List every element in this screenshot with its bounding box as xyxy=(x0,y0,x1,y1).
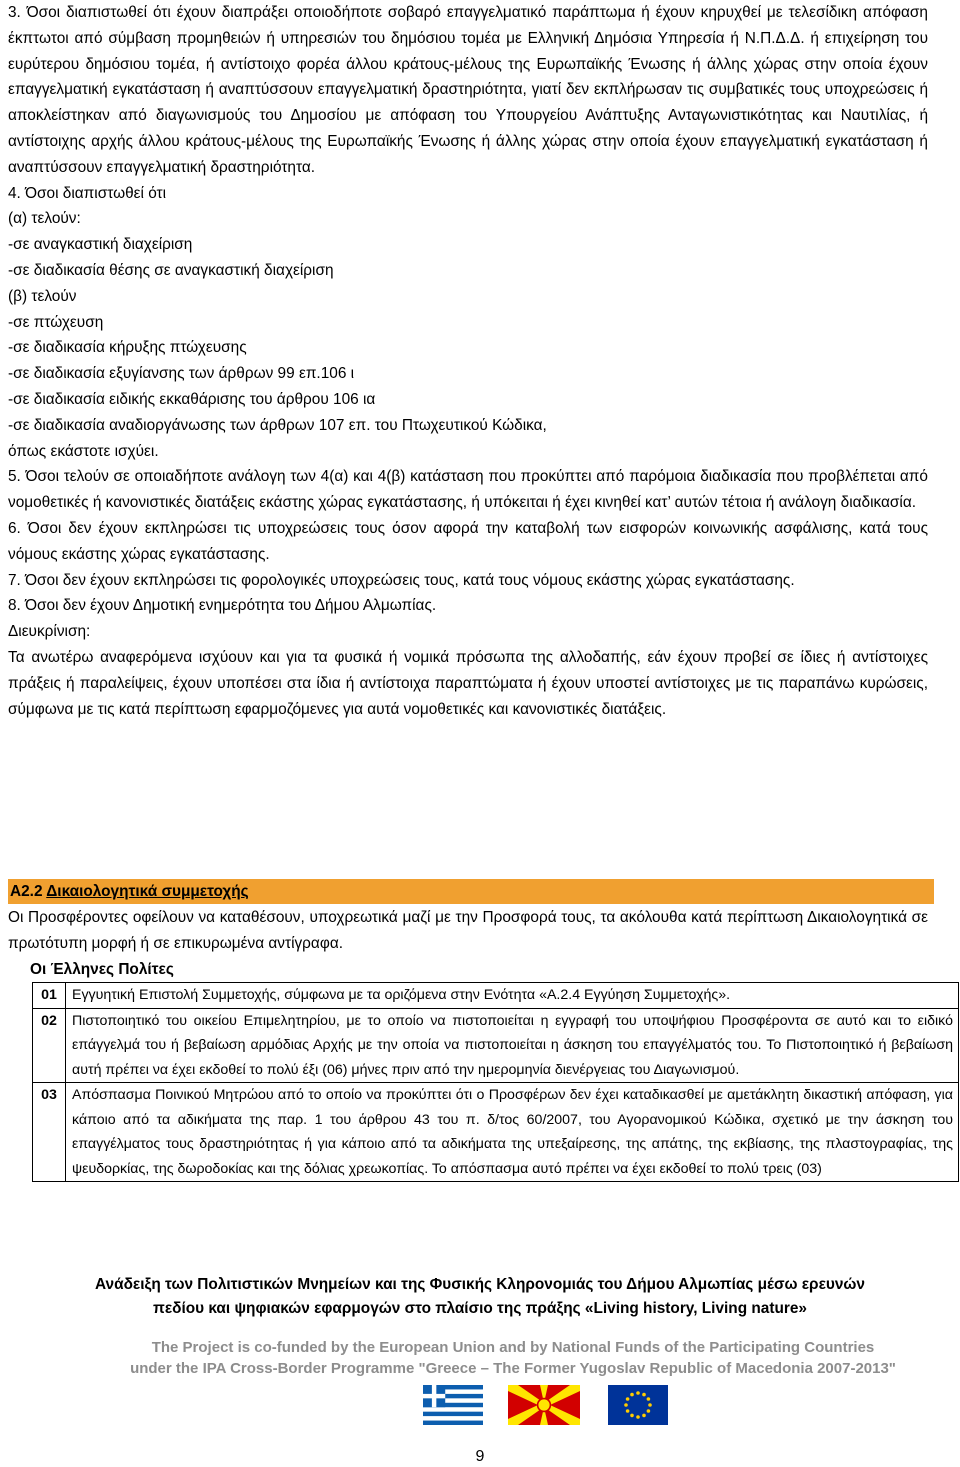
row-description: Εγγυητική Επιστολή Συμμετοχής, σύμφωνα με τα οριζόμενα στην Ενότητα «Α.2.4 Εγγύηση Συμμετοχής». xyxy=(66,983,959,1009)
page-number: 9 xyxy=(475,1448,485,1465)
para4-line: (β) τελούν xyxy=(8,287,77,305)
para4-line: -σε διαδικασία εξυγίανσης των άρθρων 99 επ.106 ι xyxy=(8,365,355,383)
para4-line: (α) τελούν: xyxy=(8,210,81,228)
table-row xyxy=(33,1083,959,1182)
paragraph-3: 3. Όσοι διαπιστωθεί ότι έχουν διαπράξει οποιοδήποτε σοβαρό επαγγελματικό παράπτωμα ή έχουν κηρυχθεί με τελεσίδικη απόφαση έκπτωτοι από σύμβαση προμηθειών ή υπηρεσιών του δημόσιου τομέα με Ελληνική Δημόσια Υπηρεσία ή Ν.Π.Δ.Δ. ή επιχείρηση του ευρύτερου δημόσιου τομέα, ή αντίστοιχο φορέα άλλου κράτους-μέλους της Ευρωπαϊκής Ένωσης ή άλλης χώρας στην οποία έχουν επαγγελματική εγκατάσταση ή αναπτύσσουν επαγγελματική δραστηριότητα, γιατί δεν εκπλήρωσαν τις συμβατικές τους υποχρεώσεις ή αποκλείστηκαν από διαγωνισμούς του Δημοσίου με απόφαση του Υπουργείου Ανάπτυξης Ανταγωνιστικότητας και Ναυτιλίας, ή αντίστοιχης αρχής άλλου κράτους-μέλους της Ευρωπαϊκής Ένωσης ή άλλης χώρας στην οποία έχουν επαγγελματική εγκατάσταση ή αναπτύσσουν επαγγελματική δραστηριότητα. xyxy=(8,4,928,176)
para4-line: -σε διαδικασία ειδικής εκκαθάρισης του άρθρου 106 ια xyxy=(8,390,376,408)
table-row xyxy=(33,983,959,1009)
section-intro: Οι Προσφέροντες οφείλουν να καταθέσουν, υποχρεωτικά μαζί με την Προσφορά τους, τα ακόλουθα κατά περίπτωση Δικαιολογητικά σε πρωτότυπη μορφή ή σε επικυρωμένα αντίγραφα. xyxy=(8,909,928,952)
footer-project-title xyxy=(40,1273,920,1321)
section-heading-highlight xyxy=(8,879,934,904)
para4-line: -σε αναγκαστική διαχείριση xyxy=(8,236,193,254)
footer-title-line: πεδίου και ψηφιακών εφαρμογών στο πλαίσιο της πράξης «Living history, Living nature» xyxy=(153,1300,807,1317)
funding-banner-text xyxy=(128,1337,898,1379)
paragraph-6: 6. Όσοι δεν έχουν εκπληρώσει τις υποχρεώσεις τους όσον αφορά την καταβολή των εισφορών κοινωνικής ασφάλισης, κατά τους νόμους εκάστης χώρας εγκατάστασης. xyxy=(8,519,928,563)
para4-line: -σε πτώχευση xyxy=(8,313,104,331)
eu-flag-icon xyxy=(608,1385,668,1425)
row-description: Απόσπασμα Ποινικού Μητρώου από το οποίο να προκύπτει ότι ο Προσφέρων δεν έχει καταδικασθεί με αμετάκλητη δικαστική απόφαση, για κάποιο από τα αδικήματα της παρ. 1 του άρθρου 43 του π. δ/τος 60/2007, του Αγορανομικού Κώδικα, σχετικό με την άσκηση του επαγγέλματος τους δραστηριότητας ή για κάποιο από τα αδικήματα της υπεξαίρεσης, της απάτης, της εκβίασης, της πλαστογραφίας, της ψευδορκίας, της δωροδοκίας και της δόλιας χρεωκοπίας. Το απόσπασμα αυτό πρέπει να έχει εκδοθεί το πολύ τρεις (03) xyxy=(66,1083,959,1182)
section-title: Δικαιολογητικά συμμετοχής xyxy=(46,883,249,900)
para4-line: -σε διαδικασία αναδιοργάνωσης των άρθρων 107 επ. του Πτωχευτικού Κώδικα, xyxy=(8,416,547,434)
banner-line: under the IPA Cross-Border Programme "Greece – The Former Yugoslav Republic of Macedonia 2007-2013" xyxy=(130,1360,896,1377)
row-number: 01 xyxy=(33,983,66,1009)
row-number: 03 xyxy=(33,1083,66,1182)
flags-row xyxy=(128,1385,898,1425)
funding-banner xyxy=(128,1331,898,1441)
table-row xyxy=(33,1008,959,1083)
greece-flag-icon xyxy=(423,1385,483,1425)
para4-line: -σε διαδικασία θέσης σε αναγκαστική διαχείριση xyxy=(8,261,334,279)
paragraph-8: 8. Όσοι δεν έχουν Δημοτική ενημερότητα του Δήμου Αλμωπίας. xyxy=(8,597,437,615)
row-description: Πιστοποιητικό του οικείου Επιμελητηρίου, με το οποίο να πιστοποιείται η εγγραφή του υποψήφιου Προσφέροντα σε αυτό και το ειδικό επάγγελμά του ή βεβαίωση αρμόδιας Αρχής με την οποία να πιστοποιείται η άσκηση του επαγγέλματός του. Το Πιστοποιητικό ή βεβαίωση αυτή πρέπει να έχει εκδοθεί το πολύ έξι (06) μήνες πριν από την ημερομηνία διενέργειας του Διαγωνισμού. xyxy=(66,1008,959,1083)
banner-line: The Project is co-funded by the European Union and by National Funds of the Participating Countries xyxy=(151,1339,875,1356)
paragraph-5: 5. Όσοι τελούν σε οποιαδήποτε ανάλογη των 4(α) και 4(β) κατάσταση που προκύπτει από παρόμοια διαδικασία που προβλέπεται από νομοθετικές ή κανονιστικές διατάξεις εκάστης χώρας εγκατάστασης, ή υπόκειται ή έχει κινηθεί κατ’ αυτών τέτοια ή ανάλογη διαδικασία. xyxy=(8,468,928,512)
paragraph-4 xyxy=(8,181,928,465)
eligibility-text xyxy=(8,0,928,722)
section-heading xyxy=(8,879,932,904)
greek-citizens-subheading: Οι Έλληνες Πολίτες xyxy=(30,961,174,978)
paragraph-7: 7. Όσοι δεν έχουν εκπληρώσει τις φορολογικές υποχρεώσεις τους, κατά τους νόμους εκάστης χώρας εγκατάστασης. xyxy=(8,571,795,589)
para4-line: -σε διαδικασία κήρυξης πτώχευσης xyxy=(8,339,247,357)
clarification-text: Τα ανωτέρω αναφερόμενα ισχύουν και για τα φυσικά ή νομικά πρόσωπα της αλλοδαπής, εάν έχουν προβεί σε ίδιες ή αντίστοιχες πράξεις ή παραλείψεις, έχουν υποπέσει στα ίδια ή αντίστοιχα παραπτώματα ή έχουν υποστεί αντίστοιχες με τις παραπάνω κυρώσεις, σύμφωνα με τις κατά περίπτωση εφαρμοζόμενες για αυτά νομοθετικές και κανονιστικές διατάξεις. xyxy=(8,648,928,718)
footer-title-line: Ανάδειξη των Πολιτιστικών Μνημείων και της Φυσικής Κληρονομιάς του Δήμου Αλμωπίας μέσω ερευνών xyxy=(95,1276,865,1293)
para4-line: 4. Όσοι διαπιστωθεί ότι xyxy=(8,184,167,202)
clarification-label: Διευκρίνιση: xyxy=(8,623,91,641)
para4-line: όπως εκάστοτε ισχύει. xyxy=(8,442,159,460)
macedonia-flag-icon xyxy=(508,1385,580,1425)
documents-table xyxy=(32,982,959,1182)
section-number: Α2.2 xyxy=(10,883,43,900)
row-number: 02 xyxy=(33,1008,66,1083)
